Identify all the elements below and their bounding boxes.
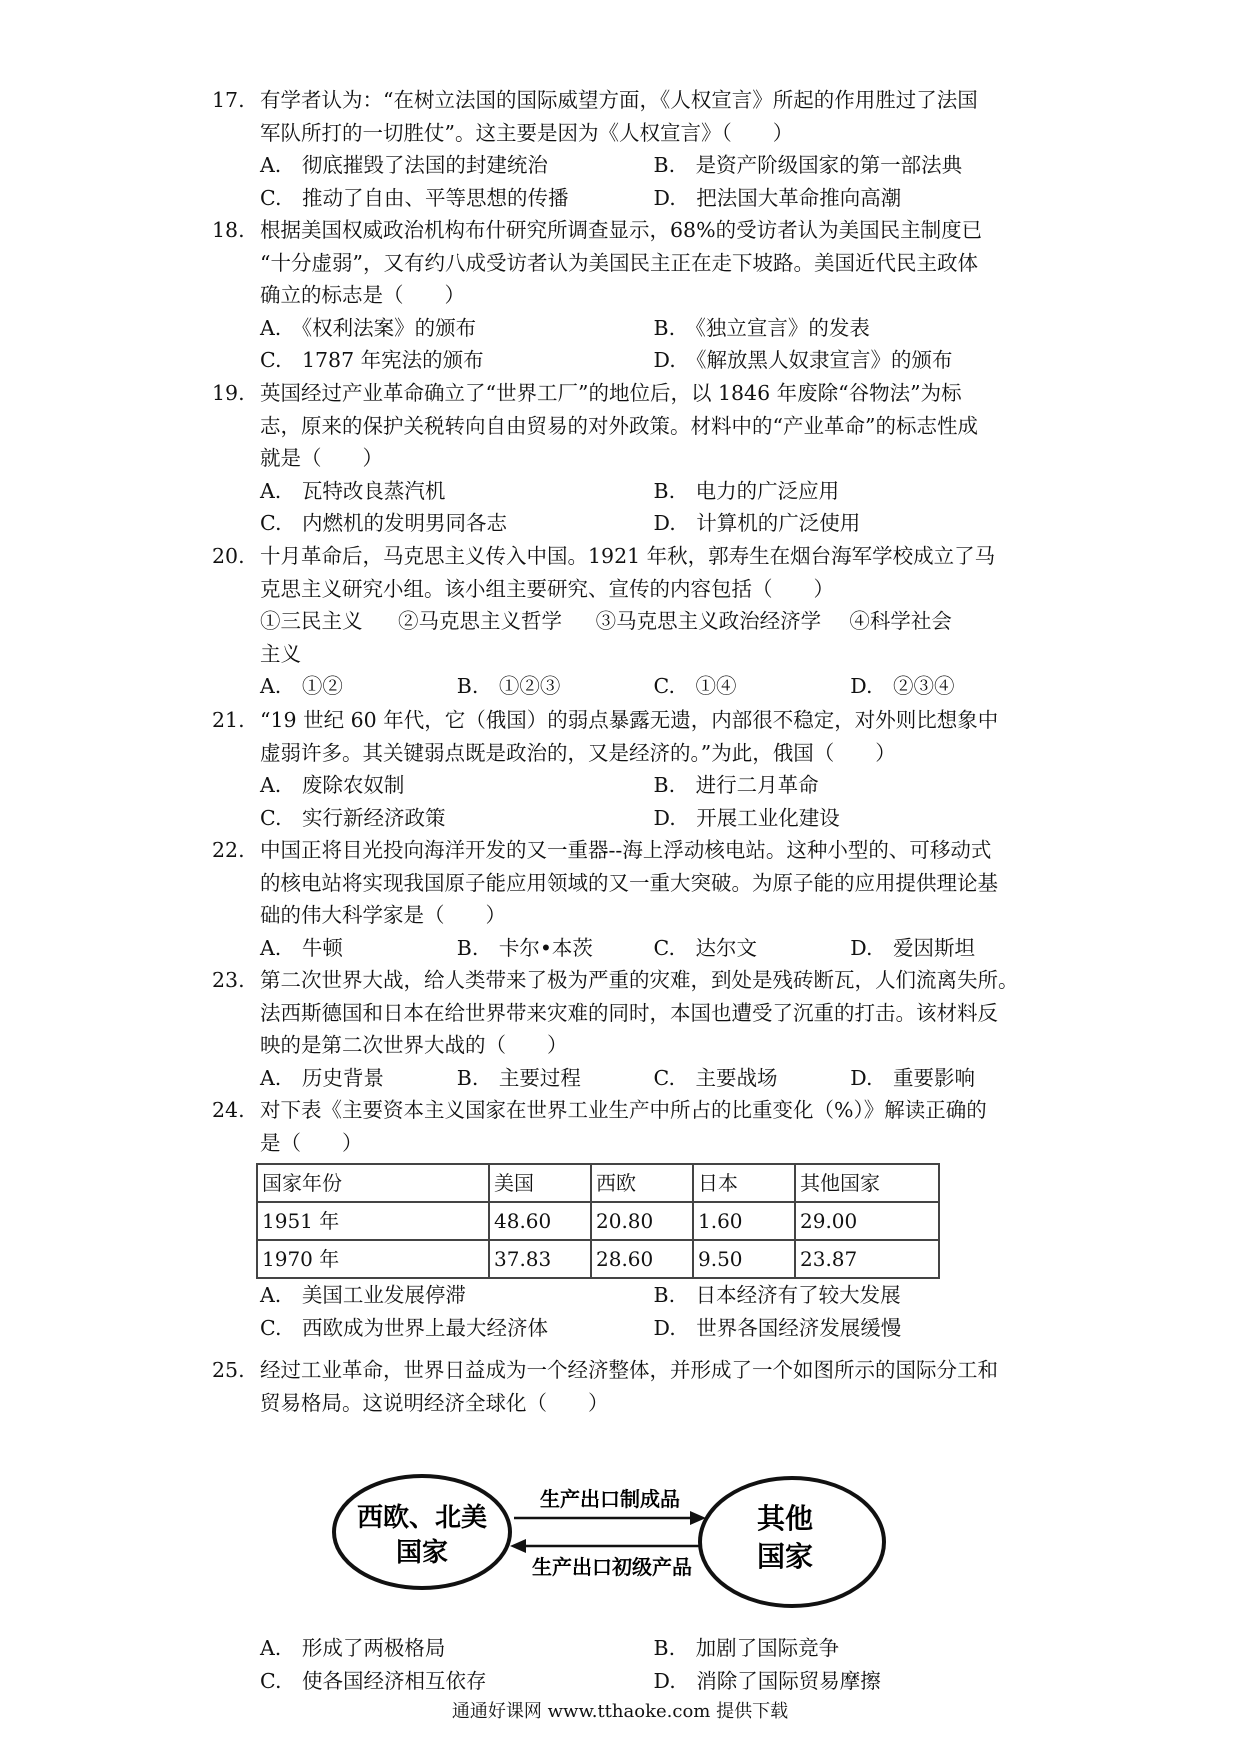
option-b[interactable]: B. 日本经济有了较大发展 <box>653 1283 901 1307</box>
option-c[interactable]: C. 主要战场 <box>653 1065 778 1090</box>
question-text: 就是（ ） <box>260 446 383 470</box>
option-b[interactable]: B. 加剧了国际竞争 <box>653 1636 840 1660</box>
option-c[interactable]: C. 达尔文 <box>653 935 757 960</box>
question-24 <box>212 1094 1047 1344</box>
arrow-top-label: 生产出口制成品 <box>540 1487 680 1511</box>
option-c[interactable]: C. 使各国经济相互依存 <box>260 1668 487 1693</box>
question-22 <box>212 834 1047 964</box>
question-text: 法西斯德国和日本在给世界带来灾难的同时，本国也遭受了沉重的打击。该材料反 <box>260 1000 998 1025</box>
question-text: 映的是第二次世界大战的（ ） <box>260 1033 568 1057</box>
question-text: 确立的标志是（ ） <box>260 283 465 307</box>
option-d[interactable]: D. 开展工业化建设 <box>653 805 840 830</box>
arrow-bottom-label: 生产出口初级产品 <box>532 1555 692 1579</box>
question-18 <box>212 214 1047 377</box>
option-a[interactable]: A. 废除农奴制 <box>260 773 405 797</box>
question-number: 19. <box>212 381 245 405</box>
table-cell: 1951 年 <box>257 1202 489 1240</box>
option-c[interactable]: C. 推动了自由、平等思想的传播 <box>260 185 569 210</box>
table-cell: 1.60 <box>693 1202 795 1240</box>
question-text: 英国经过产业革命确立了“世界工厂”的地位后，以 1846 年废除“谷物法”为标 <box>260 381 962 405</box>
question-text: 军队所打的一切胜仗”。这主要是因为《人权宣言》（ ） <box>260 120 794 145</box>
option-b[interactable]: B. 电力的广泛应用 <box>653 478 840 503</box>
question-text: 对下表《主要资本主义国家在世界工业生产中所占的比重变化（%）》解读正确的 <box>260 1098 987 1122</box>
option-c[interactable]: C. 内燃机的发明男同各志 <box>260 511 507 535</box>
question-text: 的核电站将实现我国原子能应用领域的又一重大突破。为原子能的应用提供理论基 <box>260 870 998 895</box>
option-b[interactable]: B. 卡尔•本茨 <box>456 935 593 960</box>
question-number: 23. <box>212 968 245 992</box>
option-a[interactable]: A. ①② <box>260 674 343 698</box>
industry-share-table <box>256 1163 940 1279</box>
table-row <box>257 1202 939 1240</box>
question-number: 24. <box>212 1098 245 1122</box>
statement-item-continued: 主义 <box>260 641 301 666</box>
question-text: 是（ ） <box>260 1130 363 1155</box>
question-number: 21. <box>212 708 245 732</box>
option-b[interactable]: B. 是资产阶级国家的第一部法典 <box>653 153 963 177</box>
table-cell: 48.60 <box>489 1202 591 1240</box>
option-a[interactable]: A. 历史背景 <box>260 1065 384 1090</box>
option-d[interactable]: D. 《解放黑人奴隶宣言》的颁布 <box>653 348 953 372</box>
option-b[interactable]: B. 《独立宣言》的发表 <box>653 315 870 340</box>
option-a[interactable]: A. 牛顿 <box>260 935 343 960</box>
trade-pattern-diagram <box>330 1466 890 1616</box>
statement-item: ④科学社会 <box>849 609 952 633</box>
question-text: 根据美国权威政治机构布什研究所调查显示，68%的受访者认为美国民主制度已 <box>260 218 983 242</box>
option-c[interactable]: C. ①④ <box>653 674 737 698</box>
question-19 <box>212 377 1047 540</box>
table-cell: 28.60 <box>591 1240 693 1278</box>
question-25-options <box>212 1632 1047 1697</box>
statement-item: ③马克思主义政治经济学 <box>595 609 822 633</box>
left-label-line2: 国家 <box>395 1538 449 1568</box>
option-a[interactable]: A. 形成了两极格局 <box>260 1636 446 1660</box>
right-label-line1: 其他 <box>756 1502 814 1535</box>
question-text: 中国正将目光投向海洋开发的又一重器--海上浮动核电站。这种小型的、可移动式 <box>260 838 992 862</box>
option-d[interactable]: D. 把法国大革命推向高潮 <box>653 185 902 210</box>
option-c[interactable]: C. 实行新经济政策 <box>260 805 446 830</box>
option-b[interactable]: B. 进行二月革命 <box>653 773 819 797</box>
option-c[interactable]: C. 西欧成为世界上最大经济体 <box>260 1315 548 1340</box>
option-a[interactable]: A. 《权利法案》的颁布 <box>260 315 477 340</box>
question-text: 克思主义研究小组。该小组主要研究、宣传的内容包括（ ） <box>260 576 834 601</box>
option-a[interactable]: A. 瓦特改良蒸汽机 <box>260 478 446 503</box>
question-17 <box>212 84 1047 214</box>
question-20 <box>212 540 1047 703</box>
right-label-line2: 国家 <box>756 1540 814 1573</box>
table-header-cell: 西欧 <box>591 1164 693 1202</box>
question-text: 础的伟大科学家是（ ） <box>260 903 506 927</box>
question-number: 22. <box>212 838 245 862</box>
table-cell: 29.00 <box>795 1202 939 1240</box>
question-number: 17. <box>212 88 245 112</box>
option-d[interactable]: D. 计算机的广泛使用 <box>653 511 861 535</box>
question-25 <box>212 1354 1047 1419</box>
question-number: 25. <box>212 1358 245 1382</box>
question-text: 十月革命后，马克思主义传入中国。1921 年秋，郭寿生在烟台海军学校成立了马 <box>260 544 996 568</box>
option-a[interactable]: A. 彻底摧毁了法国的封建统治 <box>260 153 548 177</box>
arrowhead-left <box>510 1539 526 1553</box>
question-text: 经过工业革命，世界日益成为一个经济整体，并形成了一个如图所示的国际分工和 <box>260 1358 998 1382</box>
question-text: 有学者认为：“在树立法国的国际威望方面，《人权宣言》所起的作用胜过了法国 <box>260 88 978 112</box>
question-text: 第二次世界大战，给人类带来了极为严重的灾难，到处是残砖断瓦，人们流离失所。 <box>260 968 1019 992</box>
question-text: 贸易格局。这说明经济全球化（ ） <box>260 1390 609 1415</box>
table-cell: 20.80 <box>591 1202 693 1240</box>
table-row <box>257 1240 939 1278</box>
question-text: 志，原来的保护关税转向自由贸易的对外政策。材料中的“产业革命”的标志性成 <box>260 413 978 438</box>
question-text: “19 世纪 60 年代，它（俄国）的弱点暴露无遗，内部很不稳定，对外则比想象中 <box>260 708 999 732</box>
page-footer: 通通好课网 www.tthaoke.com 提供下载 <box>451 1701 789 1722</box>
question-text: 虚弱许多。其关键弱点既是政治的，又是经济的。”为此，俄国（ ） <box>260 740 896 765</box>
statement-item: ②马克思主义哲学 <box>397 609 562 633</box>
option-d[interactable]: D. 世界各国经济发展缓慢 <box>653 1315 902 1340</box>
option-d[interactable]: D. 爱因斯坦 <box>850 935 975 960</box>
option-d[interactable]: D. 重要影响 <box>850 1065 975 1090</box>
statement-item: ①三民主义 <box>260 609 363 633</box>
table-header-row <box>257 1164 939 1202</box>
table-cell: 9.50 <box>693 1240 795 1278</box>
option-b[interactable]: B. 主要过程 <box>456 1065 581 1090</box>
table-cell: 23.87 <box>795 1240 939 1278</box>
question-number: 20. <box>212 544 245 568</box>
table-header-cell: 其他国家 <box>795 1164 939 1202</box>
question-number: 18. <box>212 218 245 242</box>
option-d[interactable]: D. ②③④ <box>850 674 955 698</box>
question-21 <box>212 704 1047 834</box>
option-c[interactable]: C. 1787 年宪法的颁布 <box>260 348 484 372</box>
table-header-cell: 日本 <box>693 1164 795 1202</box>
option-b[interactable]: B. ①②③ <box>456 674 561 698</box>
table-cell: 37.83 <box>489 1240 591 1278</box>
table-header-cell: 美国 <box>489 1164 591 1202</box>
option-a[interactable]: A. 美国工业发展停滞 <box>260 1283 466 1307</box>
table-cell: 1970 年 <box>257 1240 489 1278</box>
option-d[interactable]: D. 消除了国际贸易摩擦 <box>653 1668 881 1693</box>
table-header-cell: 国家年份 <box>257 1164 489 1202</box>
question-23 <box>212 964 1047 1094</box>
question-text: “十分虚弱”，又有约八成受访者认为美国民主正在走下坡路。美国近代民主政体 <box>260 250 978 275</box>
left-label-line1: 西欧、北美 <box>356 1503 488 1533</box>
